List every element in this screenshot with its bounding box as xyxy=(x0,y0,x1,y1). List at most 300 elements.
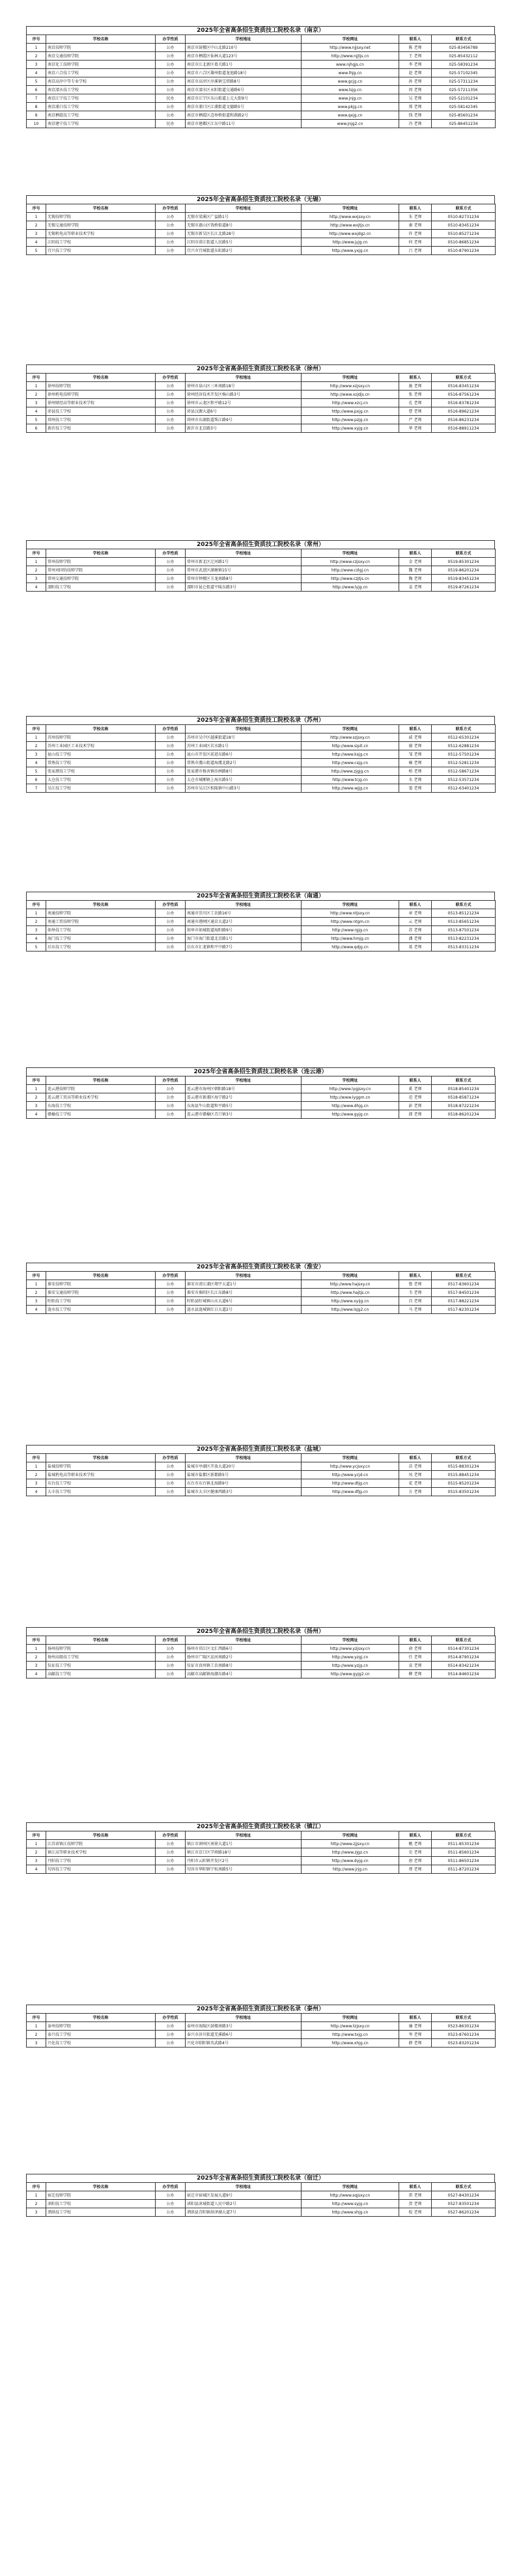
table-cell: 凤 老师 xyxy=(399,1471,432,1479)
website-link[interactable]: http://www.gyjg.cn xyxy=(302,1110,399,1119)
table-cell: 7 xyxy=(27,94,46,103)
table-cell: 袁 老师 xyxy=(399,1662,432,1670)
website-link[interactable]: http://www.zjgjg.cn xyxy=(302,767,399,776)
table-cell: 0517-83601234 xyxy=(432,1280,496,1289)
website-link[interactable]: www.jnjg2.cn xyxy=(302,120,399,128)
section-title: 2025年全省高条招生资质技工院校名录（扬州） xyxy=(26,1627,495,1636)
website-link[interactable]: http://www.czjtjs.cn xyxy=(302,575,399,583)
section-title: 2025年全省高条招生资质技工院校名录（无锡） xyxy=(26,195,495,204)
table-cell: 公办 xyxy=(156,742,186,750)
table-cell: 0511-85301234 xyxy=(432,1840,496,1848)
table-cell: 公办 xyxy=(156,1857,186,1865)
website-link[interactable]: http://www.ycjsxy.cn xyxy=(302,1462,399,1471)
column-header: 学校网址 xyxy=(302,1076,399,1085)
table-cell: 6 xyxy=(27,86,46,94)
table-cell: 公办 xyxy=(156,943,186,952)
table-cell: 公办 xyxy=(156,2022,186,2031)
website-link[interactable]: www.pkjg.cn xyxy=(302,103,399,111)
table-cell: 海门技工学校 xyxy=(46,935,156,943)
table-cell: 4 xyxy=(27,1670,46,1679)
column-header: 学校地址 xyxy=(186,549,302,558)
table-cell: 0516-87561234 xyxy=(432,391,496,399)
website-link[interactable]: www.gcjg.cn xyxy=(302,77,399,86)
column-header: 办学性质 xyxy=(156,1272,186,1280)
table-cell: 史 老师 xyxy=(399,1848,432,1857)
website-link[interactable]: http://www.jrjg.cn xyxy=(302,1865,399,1874)
website-link[interactable]: http://www.csjg.cn xyxy=(302,759,399,767)
website-link[interactable]: http://www.dtjg.cn xyxy=(302,1479,399,1488)
table-cell: 4 xyxy=(27,759,46,767)
table-cell: 公办 xyxy=(156,1110,186,1119)
table-row xyxy=(27,767,496,776)
table-cell: 公办 xyxy=(156,52,186,61)
table-cell: 1 xyxy=(27,2191,46,2200)
table-row xyxy=(27,1102,496,1110)
table-cell: 0514-87901234 xyxy=(432,1653,496,1662)
table-cell: 0512-63401234 xyxy=(432,784,496,793)
table-cell: 李 老师 xyxy=(399,61,432,69)
table-cell: 民办 xyxy=(156,120,186,128)
website-link[interactable]: http://www.syjg.cn xyxy=(302,2200,399,2208)
table-cell: 淮安技师学院 xyxy=(46,1280,156,1289)
table-cell: 南京市高淳区淳溪镇宝塔路8号 xyxy=(186,77,302,86)
table-cell: 宜兴市宜城街道东虹路2号 xyxy=(186,247,302,255)
table-row xyxy=(27,2022,496,2031)
table-cell: 丹阳技工学校 xyxy=(46,1857,156,1865)
table-cell: 2 xyxy=(27,52,46,61)
website-link[interactable]: http://www.njjsxy.net xyxy=(302,44,399,52)
column-header: 学校名称 xyxy=(46,1272,156,1280)
table-cell: 倪 老师 xyxy=(399,2208,432,2217)
table-cell: 南京市浦口区江浦街道文德路5号 xyxy=(186,103,302,111)
column-header: 联系人 xyxy=(399,1831,432,1840)
column-header: 学校地址 xyxy=(186,1831,302,1840)
table-cell: 公办 xyxy=(156,238,186,247)
table-cell: 0514-83421234 xyxy=(432,1662,496,1670)
website-link[interactable]: http://www.gyjg2.cn xyxy=(302,1670,399,1679)
website-link[interactable]: http://www.sqjsxy.cn xyxy=(302,2191,399,2200)
table-cell: 云 老师 xyxy=(399,918,432,926)
column-header: 办学性质 xyxy=(156,1831,186,1840)
website-link[interactable]: http://www.hajtjs.cn xyxy=(302,1289,399,1297)
column-header: 学校名称 xyxy=(46,725,156,733)
school-table xyxy=(26,549,496,592)
table-cell: 公办 xyxy=(156,103,186,111)
table-row xyxy=(27,935,496,943)
table-cell: 0519-85301234 xyxy=(432,558,496,566)
table-cell: 淮安市淮阴区长江东路8号 xyxy=(186,1289,302,1297)
school-table xyxy=(26,373,496,433)
table-row xyxy=(27,1110,496,1119)
table-cell: 公办 xyxy=(156,382,186,391)
website-link[interactable]: http://www.wxjsxy.cn xyxy=(302,213,399,221)
table-cell: 常州市武进区湖塘镇15号 xyxy=(186,566,302,575)
table-cell: 窦 老师 xyxy=(399,784,432,793)
website-link[interactable]: http://www.lygjsxy.cn xyxy=(302,1085,399,1093)
website-link[interactable]: http://www.lyjg.cn xyxy=(302,583,399,592)
table-cell: 公办 xyxy=(156,213,186,221)
header-row xyxy=(27,1272,496,1280)
website-link[interactable]: http://www.tcjg.cn xyxy=(302,776,399,784)
column-header: 联系方式 xyxy=(432,1454,496,1462)
header-row xyxy=(27,901,496,909)
column-header: 学校地址 xyxy=(186,901,302,909)
table-cell: 0523-87601234 xyxy=(432,2031,496,2039)
website-link[interactable]: http://www.rgjg.cn xyxy=(302,926,399,935)
table-cell: 郎 老师 xyxy=(399,1110,432,1119)
table-cell: 贺 老师 xyxy=(399,2200,432,2208)
table-cell: 5 xyxy=(27,943,46,952)
table-cell: 公办 xyxy=(156,69,186,77)
table-cell: 公办 xyxy=(156,935,186,943)
table-cell: 1 xyxy=(27,1462,46,1471)
table-cell: 公办 xyxy=(156,2039,186,2048)
table-cell: 盐城市大丰区健康西路3号 xyxy=(186,1488,302,1496)
table-cell: 4 xyxy=(27,407,46,416)
table-cell: 启东技工学校 xyxy=(46,943,156,952)
table-cell: 公办 xyxy=(156,1645,186,1653)
table-row xyxy=(27,1662,496,1670)
table-cell: 奚 老师 xyxy=(399,1085,432,1093)
table-cell: 启东市汇龙镇和平中路7号 xyxy=(186,943,302,952)
column-header: 学校地址 xyxy=(186,374,302,382)
school-table xyxy=(26,900,496,952)
website-link[interactable]: http://www.czlgj.cn xyxy=(302,566,399,575)
website-link[interactable]: http://www.yxjg.cn xyxy=(302,247,399,255)
website-link[interactable]: http://www.zjjsxy.cn xyxy=(302,1840,399,1848)
column-header: 办学性质 xyxy=(156,2014,186,2022)
header-row xyxy=(27,2183,496,2191)
column-header: 联系人 xyxy=(399,2014,432,2022)
website-link[interactable]: http://www.xyjg.cn xyxy=(302,424,399,433)
website-link[interactable]: http://www.wxjdgz.cn xyxy=(302,230,399,238)
table-row xyxy=(27,776,496,784)
website-link[interactable]: http://www.jyjg.cn xyxy=(302,238,399,247)
table-cell: 南京市建邺区江东中路11号 xyxy=(186,120,302,128)
table-cell: 孔 老师 xyxy=(399,399,432,407)
table-cell: 公办 xyxy=(156,1297,186,1306)
table-cell: 宜兴技工学校 xyxy=(46,247,156,255)
table-cell: 公办 xyxy=(156,1653,186,1662)
website-link[interactable]: http://www.xhjg.cn xyxy=(302,2039,399,2048)
table-cell: 连云港市赣榆区青口镇3号 xyxy=(186,1110,302,1119)
table-cell: 0518-85871234 xyxy=(432,1093,496,1102)
column-header: 序号 xyxy=(27,2183,46,2191)
column-header: 联系方式 xyxy=(432,1636,496,1645)
table-row xyxy=(27,399,496,407)
table-cell: 0512-53571234 xyxy=(432,776,496,784)
table-row xyxy=(27,733,496,742)
website-link[interactable]: http://www.lsjg2.cn xyxy=(302,1306,399,1314)
table-cell: 公办 xyxy=(156,583,186,592)
table-row xyxy=(27,230,496,238)
table-row xyxy=(27,120,496,128)
table-row xyxy=(27,918,496,926)
website-link[interactable]: http://www.ntgm.cn xyxy=(302,918,399,926)
table-cell: 鲍 老师 xyxy=(399,1840,432,1848)
table-cell: 公办 xyxy=(156,416,186,424)
table-cell: 常州交通技师学院 xyxy=(46,575,156,583)
website-link[interactable]: www.njhgjs.cn xyxy=(302,61,399,69)
table-cell: 025-58142345 xyxy=(432,103,496,111)
table-cell: 2 xyxy=(27,2200,46,2208)
column-header: 学校名称 xyxy=(46,2183,156,2191)
table-cell: 1 xyxy=(27,1645,46,1653)
table-row xyxy=(27,221,496,230)
table-cell: 0516-88911234 xyxy=(432,424,496,433)
table-cell: 常熟技工学校 xyxy=(46,759,156,767)
table-cell: 0515-88301234 xyxy=(432,1462,496,1471)
website-link[interactable]: http://www.wxjtjs.cn xyxy=(302,221,399,230)
table-cell: 0517-88221234 xyxy=(432,1297,496,1306)
website-link[interactable]: http://www.dhjg.cn xyxy=(302,1102,399,1110)
column-header: 学校网址 xyxy=(302,1454,399,1462)
table-cell: 1 xyxy=(27,1085,46,1093)
column-header: 学校名称 xyxy=(46,2014,156,2022)
table-row xyxy=(27,575,496,583)
table-cell: 0523-86301234 xyxy=(432,2022,496,2031)
table-cell: 马 老师 xyxy=(399,1306,432,1314)
table-cell: 公办 xyxy=(156,767,186,776)
table-row xyxy=(27,926,496,935)
header-row xyxy=(27,374,496,382)
table-cell: 韦 老师 xyxy=(399,1289,432,1297)
website-link[interactable]: http://www.dfjg.cn xyxy=(302,1488,399,1496)
website-link[interactable]: http://www.dyjg.cn xyxy=(302,1857,399,1865)
table-cell: 南通工贸技师学院 xyxy=(46,918,156,926)
table-cell: 4 xyxy=(27,1110,46,1119)
table-cell: 南通市港闸区通京大道2号 xyxy=(186,918,302,926)
column-header: 学校名称 xyxy=(46,374,156,382)
header-row xyxy=(27,204,496,213)
header-row xyxy=(27,725,496,733)
website-link[interactable]: http://www.hajsxy.cn xyxy=(302,1280,399,1289)
table-cell: 民办 xyxy=(156,94,186,103)
table-cell: 0513-85651234 xyxy=(432,918,496,926)
table-cell: 公办 xyxy=(156,1479,186,1488)
table-cell: 3 xyxy=(27,230,46,238)
website-link[interactable]: http://www.xzjdjs.cn xyxy=(302,391,399,399)
table-cell: 8 xyxy=(27,103,46,111)
table-cell: 南京建宁技工学校 xyxy=(46,120,156,128)
table-cell: 公办 xyxy=(156,1102,186,1110)
table-cell: 公办 xyxy=(156,776,186,784)
table-row xyxy=(27,1840,496,1848)
column-header: 联系方式 xyxy=(432,374,496,382)
header-row xyxy=(27,2014,496,2022)
table-cell: 孙 老师 xyxy=(399,77,432,86)
table-cell: 泰州市海陵区鼓楼南路3号 xyxy=(186,2022,302,2031)
table-cell: 公办 xyxy=(156,111,186,120)
column-header: 序号 xyxy=(27,35,46,44)
column-header: 办学性质 xyxy=(156,204,186,213)
website-link[interactable]: http://www.wjjg.cn xyxy=(302,784,399,793)
website-link[interactable]: http://www.njjtjs.cn xyxy=(302,52,399,61)
table-cell: 苏州市吴中区越溪街道18号 xyxy=(186,733,302,742)
table-cell: 喻 老师 xyxy=(399,759,432,767)
website-link[interactable]: www.lsjg.cn xyxy=(302,86,399,94)
table-cell: 范 老师 xyxy=(399,1093,432,1102)
table-cell: 1 xyxy=(27,558,46,566)
website-link[interactable]: www.qxjg.cn xyxy=(302,111,399,120)
table-cell: 3 xyxy=(27,1662,46,1670)
column-header: 学校名称 xyxy=(46,1076,156,1085)
table-cell: 025-57311234 xyxy=(432,77,496,86)
table-cell: 南京交通技师学院 xyxy=(46,52,156,61)
table-row xyxy=(27,2031,496,2039)
website-link[interactable]: http://www.lyggm.cn xyxy=(302,1093,399,1102)
website-link[interactable]: http://www.ntjsxy.cn xyxy=(302,909,399,918)
table-cell: 0515-83501234 xyxy=(432,1488,496,1496)
table-cell: 丹阳市云阳镇开发区2号 xyxy=(186,1857,302,1865)
table-cell: 溧阳技工学校 xyxy=(46,583,156,592)
table-cell: 3 xyxy=(27,1479,46,1488)
table-cell: 0512-62881234 xyxy=(432,742,496,750)
table-cell: 无锡市惠山区钱桥街道8号 xyxy=(186,221,302,230)
website-link[interactable]: http://www.tzjsxy.cn xyxy=(302,2022,399,2031)
website-link[interactable]: http://www.xyijg.cn xyxy=(302,1297,399,1306)
header-row xyxy=(27,1454,496,1462)
school-table xyxy=(26,2013,496,2048)
website-link[interactable]: http://www.yzgj.cn xyxy=(302,1653,399,1662)
table-cell: 赣榆技工学校 xyxy=(46,1110,156,1119)
table-cell: 姜 老师 xyxy=(399,583,432,592)
table-cell: 如皋技工学校 xyxy=(46,926,156,935)
table-cell: 公办 xyxy=(156,926,186,935)
table-cell: 公办 xyxy=(156,2208,186,2217)
table-cell: 4 xyxy=(27,69,46,77)
table-cell: 苏州市吴江区松陵镇中山路3号 xyxy=(186,784,302,793)
table-row xyxy=(27,382,496,391)
table-cell: 张家港市杨舍镇沙洲路8号 xyxy=(186,767,302,776)
column-header: 联系人 xyxy=(399,2183,432,2191)
website-link[interactable]: http://www.pzjg.cn xyxy=(302,416,399,424)
table-cell: 10 xyxy=(27,120,46,128)
column-header: 学校网址 xyxy=(302,2183,399,2191)
website-link[interactable]: http://www.ksjg.cn xyxy=(302,750,399,759)
table-cell: 公办 xyxy=(156,230,186,238)
table-cell: 仪征市真州镇工农南路8号 xyxy=(186,1662,302,1670)
table-cell: 江苏省镇江技师学院 xyxy=(46,1840,156,1848)
table-row xyxy=(27,2039,496,2048)
website-link[interactable]: http://www.shjg.cn xyxy=(302,2208,399,2217)
column-header: 联系方式 xyxy=(432,2183,496,2191)
table-cell: 公办 xyxy=(156,407,186,416)
table-cell: 无锡交通技师学院 xyxy=(46,221,156,230)
website-link[interactable]: http://www.pxjg.cn xyxy=(302,407,399,416)
website-link[interactable]: http://www.yzjg.cn xyxy=(302,1662,399,1670)
website-link[interactable]: http://www.ycjd.cn xyxy=(302,1471,399,1479)
table-row xyxy=(27,1645,496,1653)
table-row xyxy=(27,94,496,103)
table-cell: 水 老师 xyxy=(399,776,432,784)
section-title: 2025年全省高条招生资质技工院校名录（南京） xyxy=(26,26,495,34)
table-cell: 3 xyxy=(27,750,46,759)
table-cell: 公办 xyxy=(156,1289,186,1297)
table-cell: 4 xyxy=(27,935,46,943)
table-cell: 3 xyxy=(27,575,46,583)
section xyxy=(26,892,495,952)
section-title: 2025年全省高条招生资质技工院校名录（常州） xyxy=(26,540,495,549)
column-header: 学校地址 xyxy=(186,1076,302,1085)
table-cell: 南京市溧水区永阳街道交通路6号 xyxy=(186,86,302,94)
table-cell: 9 xyxy=(27,111,46,120)
website-link[interactable]: www.lhjg.cn xyxy=(302,69,399,77)
table-cell: 南京市江北新区葛关路1号 xyxy=(186,61,302,69)
website-link[interactable]: http://www.qdjg.cn xyxy=(302,943,399,952)
table-cell: 徐州财经高等职业技术学校 xyxy=(46,399,156,407)
table-cell: 2 xyxy=(27,221,46,230)
section xyxy=(26,1445,495,1496)
table-cell: 2 xyxy=(27,1471,46,1479)
table-cell: 2 xyxy=(27,742,46,750)
website-link[interactable]: http://www.xzcj.cn xyxy=(302,399,399,407)
table-cell: 秦 老师 xyxy=(399,221,432,230)
section xyxy=(26,195,495,255)
column-header: 学校网址 xyxy=(302,725,399,733)
website-link[interactable]: http://www.yzjsxy.cn xyxy=(302,1645,399,1653)
table-cell: 公办 xyxy=(156,1462,186,1471)
table-row xyxy=(27,247,496,255)
table-cell: 0510-83451234 xyxy=(432,221,496,230)
table-cell: 潘 老师 xyxy=(399,935,432,943)
column-header: 办学性质 xyxy=(156,374,186,382)
column-header: 学校地址 xyxy=(186,35,302,44)
table-cell: 宿迁市宿城区发展大道9号 xyxy=(186,2191,302,2200)
column-header: 学校地址 xyxy=(186,1454,302,1462)
website-link[interactable]: http://www.szjsxy.cn xyxy=(302,733,399,742)
website-link[interactable]: http://www.zjgz.cn xyxy=(302,1848,399,1857)
table-cell: 0512-65301234 xyxy=(432,733,496,742)
table-cell: 何 老师 xyxy=(399,238,432,247)
table-row xyxy=(27,424,496,433)
table-cell: 王 老师 xyxy=(399,52,432,61)
table-cell: 0511-85601234 xyxy=(432,1848,496,1857)
column-header: 学校地址 xyxy=(186,1636,302,1645)
website-link[interactable]: http://www.hmjg.cn xyxy=(302,935,399,943)
table-cell: 3 xyxy=(27,399,46,407)
table-cell: 公办 xyxy=(156,733,186,742)
table-cell: 华 老师 xyxy=(399,424,432,433)
table-cell: 如皋市如城街道海阳路9号 xyxy=(186,926,302,935)
column-header: 学校网址 xyxy=(302,2014,399,2022)
table-cell: 2 xyxy=(27,566,46,575)
website-link[interactable]: http://www.sipit.cn xyxy=(302,742,399,750)
section xyxy=(26,2174,495,2217)
column-header: 办学性质 xyxy=(156,1076,186,1085)
header-row xyxy=(27,1636,496,1645)
table-row xyxy=(27,52,496,61)
table-cell: 南京化工技师学院 xyxy=(46,61,156,69)
table-cell: 费 老师 xyxy=(399,1865,432,1874)
website-link[interactable]: http://www.xzjsxy.cn xyxy=(302,382,399,391)
column-header: 序号 xyxy=(27,1636,46,1645)
website-link[interactable]: www.jnjg.cn xyxy=(302,94,399,103)
table-cell: 0516-86231234 xyxy=(432,416,496,424)
column-header: 联系人 xyxy=(399,549,432,558)
table-cell: 0518-86201234 xyxy=(432,1110,496,1119)
table-cell: 无锡机电高等职业技术学校 xyxy=(46,230,156,238)
table-cell: 溧阳市昆仑街道平陵东路3号 xyxy=(186,583,302,592)
website-link[interactable]: http://www.czjsxy.cn xyxy=(302,558,399,566)
table-cell: 吴江技工学校 xyxy=(46,784,156,793)
table-cell: 公办 xyxy=(156,918,186,926)
website-link[interactable]: http://www.txjg.cn xyxy=(302,2031,399,2039)
table-cell: 公办 xyxy=(156,558,186,566)
table-cell: 常州刘国钧技师学院 xyxy=(46,566,156,575)
table-cell: 徐州技师学院 xyxy=(46,382,156,391)
table-row xyxy=(27,69,496,77)
